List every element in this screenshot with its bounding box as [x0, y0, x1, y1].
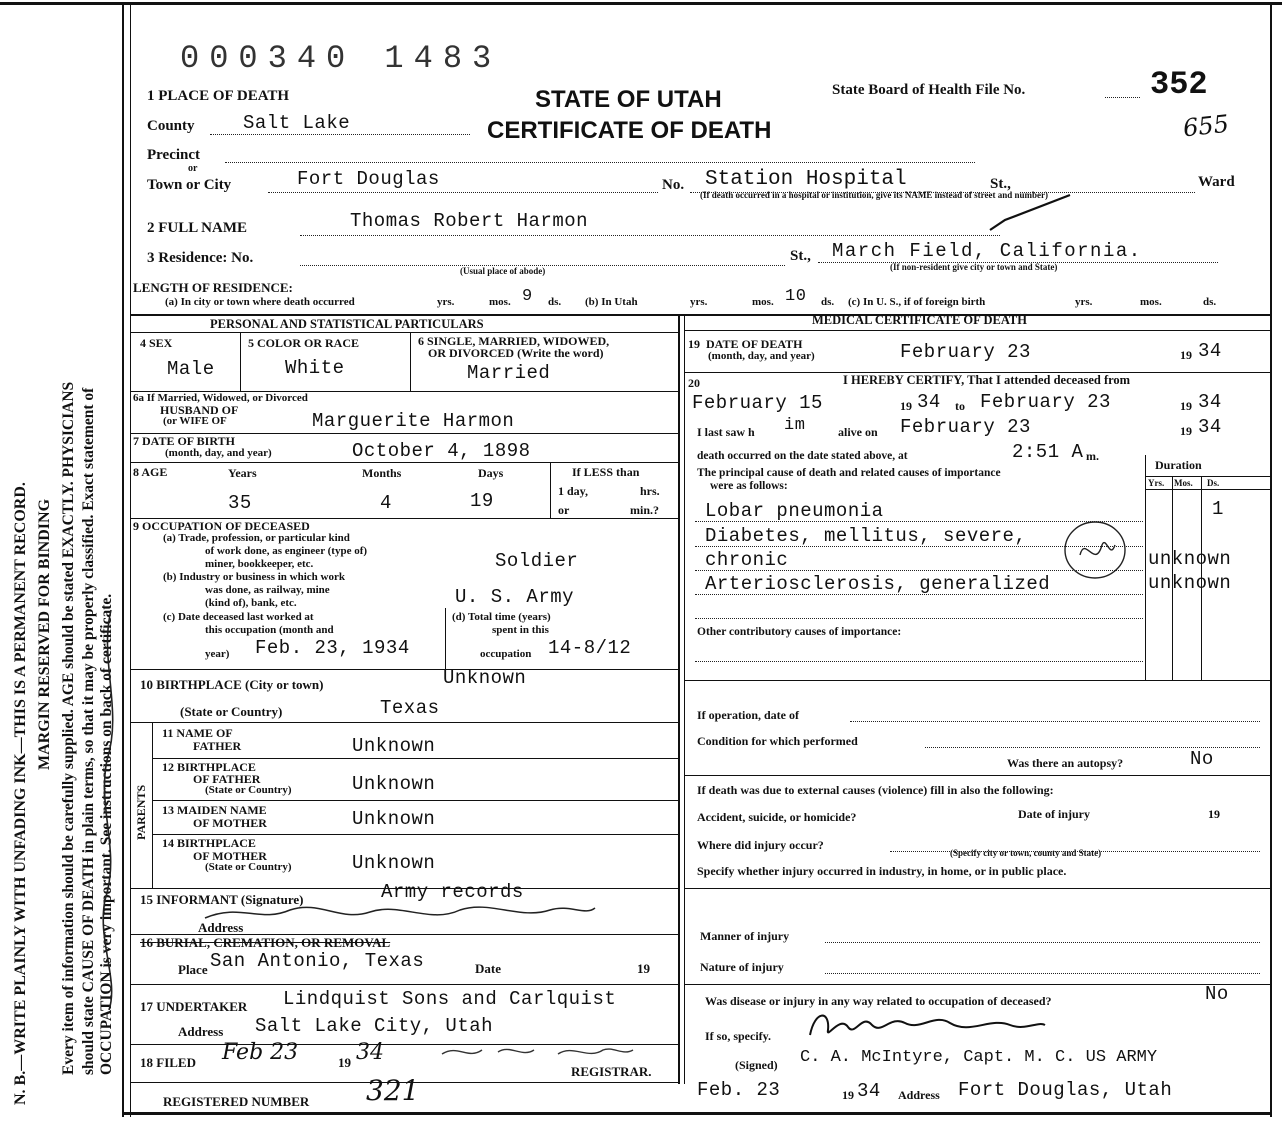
cause-4-duration: unknown	[1148, 572, 1232, 594]
full-name-label: 2 FULL NAME	[147, 220, 248, 236]
duration-ds-label: Ds.	[1207, 478, 1220, 488]
parents-label: PARENTS	[134, 784, 148, 840]
signature-year: 34	[857, 1080, 881, 1102]
to-label: to	[955, 399, 965, 413]
last-saw-year: 34	[1198, 416, 1222, 438]
occ-c-3: year)	[205, 648, 230, 660]
precinct-label: Precinct	[147, 147, 201, 163]
length-c-mos: mos.	[1140, 296, 1162, 308]
birthplace-label-text: BIRTHPLACE (City or town)	[156, 677, 324, 692]
burial-place-label: Place	[178, 962, 208, 977]
or-label: or	[188, 163, 198, 174]
cause-3: chronic	[705, 549, 789, 571]
spouse-label-1: 6a If Married, Widowed, or Divorced	[133, 392, 308, 404]
days-label: Days	[478, 466, 504, 480]
autopsy-value: No	[1190, 748, 1214, 770]
birthplace-city-value: Unknown	[443, 667, 527, 689]
margin-binding: MARGIN RESERVED FOR BINDING	[36, 498, 53, 770]
father-birth-value: Unknown	[352, 773, 436, 795]
undertaker-value: Lindquist Sons and Carlquist	[283, 988, 617, 1010]
undertaker-label-text: UNDERTAKER	[156, 999, 248, 1014]
age-months-value: 4	[380, 492, 392, 514]
last-worked-value: Feb. 23, 1934	[255, 637, 410, 659]
length-a-mos: mos.	[489, 296, 511, 308]
father-label-1: NAME OF	[176, 726, 233, 740]
hospital-value: Station Hospital	[705, 168, 907, 191]
mother-birth-label-2: OF MOTHER	[193, 849, 267, 863]
full-name-value: Thomas Robert Harmon	[350, 210, 589, 232]
certify-number: 20	[688, 376, 700, 390]
place-of-death-label: 1 PLACE OF DEATH	[147, 88, 290, 104]
margin-instruction-3: OCCUPATION is very important. See instructions on back of certificate.	[98, 593, 115, 1075]
cause-label-1: The principal cause of death and related causes of importance	[697, 467, 1001, 479]
burial-label: 16 BURIAL, CREMATION, OR REMOVAL	[140, 935, 391, 950]
board-file-label: State Board of Health File No.	[832, 82, 1026, 98]
personal-header-line	[130, 332, 678, 333]
filed-year-prefix: 19	[338, 1055, 351, 1070]
occ-a-2: of work done, as engineer (type of)	[205, 545, 368, 557]
attended-from-year: 34	[917, 391, 941, 413]
father-birth-label-2: OF FATHER	[193, 772, 261, 786]
age-label: 8 AGE	[133, 465, 168, 479]
years-label: Years	[228, 466, 257, 480]
industry-value: U. S. Army	[455, 586, 575, 608]
occ-b-1: (b) Industry or business in which work	[163, 571, 345, 583]
where-note: (Specify city or town, county and State)	[950, 848, 1102, 858]
registered-number-value: 321	[366, 1074, 420, 1107]
signature-date: Feb. 23	[697, 1079, 781, 1101]
residence-label: 3 Residence: No.	[147, 250, 254, 266]
father-birth-label-1: BIRTHPLACE	[177, 760, 256, 774]
min-label: min.?	[630, 503, 660, 517]
bottom-border	[122, 1112, 1272, 1115]
dod-value: February 23	[900, 341, 1031, 363]
last-saw-value: February 23	[900, 416, 1031, 438]
length-c-label: (c) In U. S., if of foreign birth	[848, 296, 986, 308]
duration-yrs-label: Yrs.	[1148, 478, 1165, 488]
st-label: St.,	[990, 176, 1011, 192]
certify-label: I HEREBY CERTIFY, That I attended deceased from	[843, 373, 1131, 387]
or-min-label: or	[558, 503, 570, 517]
specify-industry-label: Specify whether injury occurred in industry, in home, or in public place.	[697, 864, 1067, 878]
registered-number-label: REGISTERED NUMBER	[163, 1094, 310, 1109]
occ-d-1: (d) Total time (years)	[452, 611, 551, 623]
cause-2: Diabetes, mellitus, severe,	[705, 525, 1027, 547]
length-b-label: (b) In Utah	[585, 296, 638, 308]
margin-notice: N. B.—WRITE PLAINLY WITH UNFADING INK—THIS IS A PERMANENT RECORD.	[12, 482, 29, 1105]
injury-year-prefix: 19	[1208, 807, 1220, 821]
marital-label-2: OR DIVORCED (Write the word)	[428, 346, 604, 360]
attended-to-value: February 23	[980, 391, 1111, 413]
father-name-label-2: FATHER	[193, 739, 242, 753]
other-causes-label: Other contributory causes of importance:	[697, 626, 902, 638]
medical-header-line	[684, 330, 1270, 331]
age-days-value: 19	[470, 490, 494, 512]
birthplace-state-value: Texas	[380, 697, 440, 719]
occupation-related-value: No	[1205, 983, 1229, 1005]
length-c-yrs: yrs.	[1075, 296, 1093, 308]
county-label: County	[147, 118, 195, 134]
filed-label-text: FILED	[156, 1055, 196, 1070]
board-file-number: 352	[1150, 66, 1208, 103]
attended-from-value: February 15	[692, 392, 823, 414]
dod-year-prefix: 19	[1180, 348, 1192, 362]
length-b-mos: mos.	[752, 296, 774, 308]
occ-b-3: (kind of), bank, etc.	[205, 597, 297, 609]
nature-label: Nature of injury	[700, 960, 784, 974]
length-b-ds: ds.	[821, 296, 835, 308]
dob-label-2: (month, day, and year)	[165, 447, 272, 459]
occ-a-1: (a) Trade, profession, or particular kind	[163, 532, 350, 544]
mother-value: Unknown	[352, 808, 436, 830]
left-border-inner	[130, 5, 131, 1117]
cause-label-2: were as follows:	[710, 480, 788, 492]
informant-signature	[200, 898, 600, 928]
signature-year-prefix: 19	[842, 1088, 854, 1102]
total-time-value: 14-8/12	[548, 637, 632, 659]
occ-d-3: occupation	[480, 648, 532, 660]
informant-label-text: INFORMANT (Signature)	[156, 892, 304, 907]
father-birth-label: 12 BIRTHPLACE	[162, 760, 256, 774]
dob-label-1: 7 DATE OF BIRTH	[133, 434, 235, 448]
mother-birth-label: 14 BIRTHPLACE	[162, 836, 256, 850]
where-injury-label: Where did injury occur?	[697, 838, 824, 852]
personal-header: PERSONAL AND STATISTICAL PARTICULARS	[210, 317, 484, 331]
hospital-note: (If death occurred in a hospital or institution, give its NAME instead of street and number)	[700, 190, 1049, 200]
length-b-months: 10	[785, 287, 807, 306]
mother-birth-label-3: (State or Country)	[205, 861, 292, 873]
birthplace-label: 10 BIRTHPLACE (City or town)	[140, 677, 324, 692]
no-label: No.	[662, 177, 685, 193]
father-birth-label-3: (State or Country)	[205, 784, 292, 796]
father-value: Unknown	[352, 735, 436, 757]
physician-address-value: Fort Douglas, Utah	[958, 1079, 1173, 1101]
signed-value: C. A. McIntyre, Capt. M. C. US ARMY	[800, 1048, 1158, 1067]
to-year-prefix: 19	[1180, 399, 1192, 413]
occupation-label-text: OCCUPATION OF DECEASED	[142, 519, 310, 533]
autopsy-label: Was there an autopsy?	[1007, 756, 1124, 770]
operation-label: If operation, date of	[697, 708, 799, 722]
mother-name-label-2: OF MOTHER	[193, 816, 267, 830]
burial-place-value: San Antonio, Texas	[210, 950, 425, 972]
occ-a-3: miner, bookkeeper, etc.	[205, 558, 314, 570]
check-mark	[985, 190, 1075, 240]
margin-instruction-2: should state CAUSE OF DEATH in plain terms, so that it may be properly classified. Exact statement of	[80, 387, 97, 1075]
sex-value: Male	[167, 358, 215, 380]
filed-year-value: 34	[356, 1040, 384, 1065]
months-label: Months	[362, 466, 402, 480]
margin-instruction-1: Every item of information should be carefully supplied. AGE should be stated EXACTLY. PHYSICIANS	[60, 381, 77, 1075]
color-label: 5 COLOR OR RACE	[248, 336, 360, 350]
attended-to-year: 34	[1198, 391, 1222, 413]
burial-date-label: Date	[475, 961, 501, 976]
occupation-label: 9 OCCUPATION OF DECEASED	[133, 519, 310, 533]
burial-year-label: 19	[637, 961, 650, 976]
physician-initials	[1050, 515, 1140, 585]
hour-value: 2:51 A	[1012, 441, 1084, 463]
mother-birth-label-1: BIRTHPLACE	[177, 836, 256, 850]
mother-name-label: 13 MAIDEN NAME	[162, 803, 267, 817]
spouse-label-2: HUSBAND OF	[160, 403, 239, 417]
external-causes-label: If death was due to external causes (violence) fill in also the following:	[697, 783, 1054, 797]
injury-date-label: Date of injury	[1018, 807, 1090, 821]
title-certificate: CERTIFICATE OF DEATH	[487, 117, 772, 144]
section-top-line	[130, 314, 1270, 316]
informant-address-label: Address	[198, 920, 244, 935]
medical-header: MEDICAL CERTIFICATE OF DEATH	[812, 313, 1027, 327]
undertaker-address-value: Salt Lake City, Utah	[255, 1015, 494, 1037]
last-saw-pronoun: im	[784, 416, 806, 435]
occ-b-2: was done, as railway, mine	[205, 584, 330, 596]
sex-label-text: SEX	[149, 336, 173, 350]
length-a-months: 9	[522, 287, 533, 306]
day-label: 1 day,	[558, 484, 589, 498]
file-number-note: 655	[1181, 109, 1231, 143]
county-value: Salt Lake	[243, 112, 351, 134]
less-than-label: If LESS than	[572, 465, 640, 479]
mother-label-1: MAIDEN NAME	[177, 803, 267, 817]
alive-on-label: alive on	[838, 425, 878, 439]
cause-1-days: 1	[1212, 498, 1224, 520]
informant-label: 15 INFORMANT (Signature)	[140, 892, 304, 907]
sex-label: 4 SEX	[140, 336, 173, 350]
birthplace-state-label: (State or Country)	[180, 704, 283, 719]
burial-label-text: BURIAL, CREMATION, OR REMOVAL	[156, 935, 391, 950]
middle-divider	[678, 314, 680, 1084]
color-value: White	[285, 357, 345, 379]
filed-label: 18 FILED	[140, 1055, 196, 1070]
town-label: Town or City	[147, 177, 232, 193]
marital-value: Married	[467, 362, 551, 384]
usual-abode-note: (Usual place of abode)	[460, 266, 546, 276]
town-value: Fort Douglas	[297, 168, 440, 190]
marital-label-1: 6 SINGLE, MARRIED, WIDOWED,	[418, 334, 610, 348]
dod-label-2: (month, day, and year)	[708, 350, 815, 362]
dod-label-1: 19 DATE OF DEATH	[688, 337, 803, 351]
physician-address-label: Address	[898, 1088, 940, 1102]
mother-birth-value: Unknown	[352, 852, 436, 874]
registrar-signature	[438, 1040, 638, 1064]
cause-3-duration: unknown	[1148, 548, 1232, 570]
filed-date-value: Feb 23	[222, 1040, 299, 1065]
residence-st-label: St.,	[790, 248, 811, 264]
top-border	[0, 2, 1282, 5]
manner-label: Manner of injury	[700, 929, 790, 943]
occ-c-2: this occupation (month and	[205, 624, 334, 636]
serial-number: 000340 1483	[180, 40, 502, 77]
length-label: LENGTH OF RESIDENCE:	[133, 280, 293, 295]
occupation-related-label: Was disease or injury in any way related to occupation of deceased?	[705, 994, 1052, 1008]
signed-label: (Signed)	[735, 1058, 778, 1072]
age-label-text: AGE	[141, 465, 168, 479]
undertaker-label: 17 UNDERTAKER	[140, 999, 248, 1014]
margin-signature	[95, 600, 127, 1020]
accident-label: Accident, suicide, or homicide?	[697, 810, 857, 824]
duration-mos-label: Mos.	[1174, 478, 1193, 488]
spouse-value: Marguerite Harmon	[312, 410, 515, 432]
occupation-value: Soldier	[495, 550, 579, 572]
father-name-label: 11 NAME OF	[162, 726, 233, 740]
cause-4: Arteriosclerosis, generalized	[705, 573, 1051, 595]
length-b-yrs: yrs.	[690, 296, 708, 308]
residence-value: March Field, California.	[832, 240, 1142, 262]
age-years-value: 35	[228, 492, 252, 514]
title-state: STATE OF UTAH	[535, 86, 722, 113]
dod-year-value: 34	[1198, 340, 1222, 362]
length-a-yrs: yrs.	[437, 296, 455, 308]
dod-label-text: DATE OF DEATH	[706, 337, 803, 351]
last-saw-year-prefix: 19	[1180, 424, 1192, 438]
hrs-label: hrs.	[640, 484, 660, 498]
informant-value: Army records	[381, 881, 524, 903]
physician-signature	[800, 1005, 1050, 1045]
undertaker-address-label: Address	[178, 1024, 224, 1039]
occ-d-2: spent in this	[492, 624, 549, 636]
nonresident-note: (If non-resident give city or town and State)	[890, 262, 1058, 272]
length-a-label: (a) In city or town where death occurred	[165, 296, 355, 308]
if-so-label: If so, specify.	[705, 1029, 771, 1043]
occ-c-1: (c) Date deceased last worked at	[163, 611, 314, 623]
dob-value: October 4, 1898	[352, 440, 531, 462]
dob-label-text: DATE OF BIRTH	[142, 434, 235, 448]
hour-label: death occurred on the date stated above, at	[697, 450, 908, 462]
spouse-label-3: (or WIFE OF	[163, 415, 227, 427]
cause-1: Lobar pneumonia	[705, 500, 884, 522]
length-c-ds: ds.	[1203, 296, 1217, 308]
condition-label: Condition for which performed	[697, 734, 858, 748]
hour-suffix: m.	[1086, 449, 1099, 463]
ward-label: Ward	[1198, 174, 1235, 190]
duration-label: Duration	[1155, 458, 1202, 472]
registrar-label: REGISTRAR.	[571, 1064, 652, 1079]
right-border	[1270, 5, 1272, 1117]
from-year-prefix: 19	[900, 399, 912, 413]
last-saw-label: I last saw h	[697, 425, 755, 439]
length-a-ds: ds.	[548, 296, 562, 308]
